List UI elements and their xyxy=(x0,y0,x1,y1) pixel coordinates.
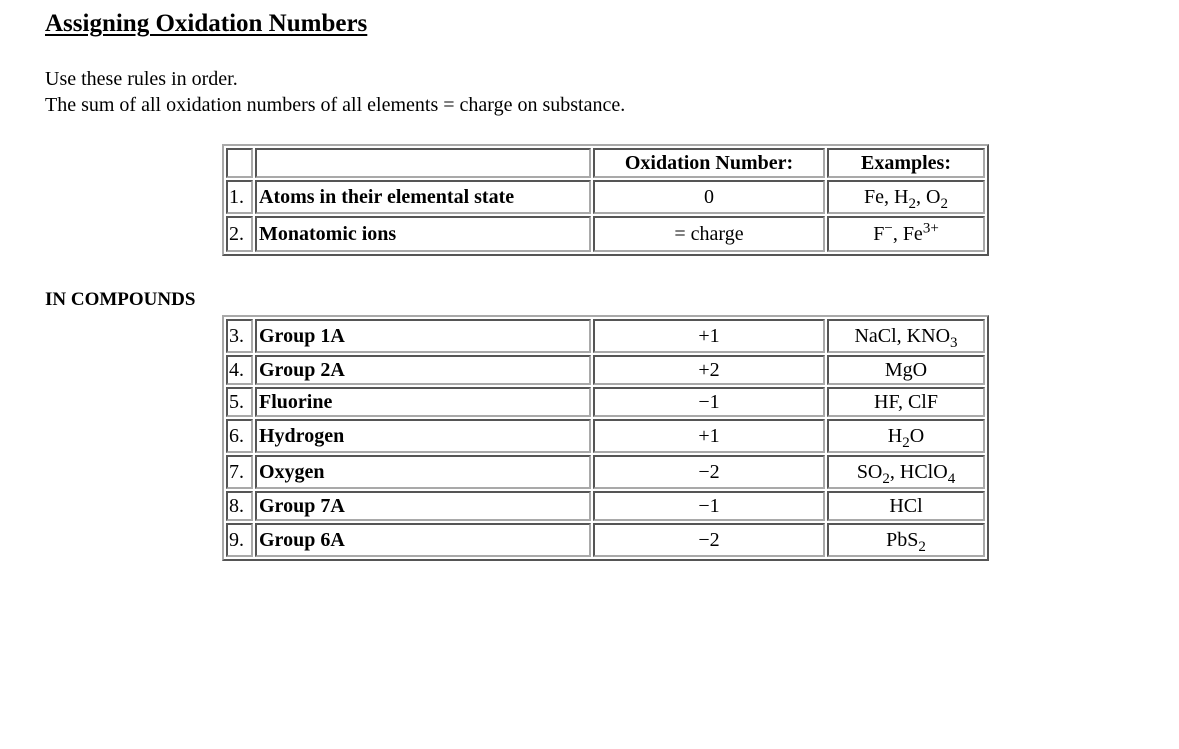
table-row xyxy=(226,419,985,453)
examples-cell: $SO_2$, HClO$_4$ xyxy=(827,455,985,489)
rule-number: 2. xyxy=(226,216,253,252)
header-examples: Examples: xyxy=(827,148,985,178)
intro-line-rules-order: Use these rules in order. xyxy=(45,68,238,90)
examples-cell: HF, ClF xyxy=(827,387,985,417)
table-row xyxy=(226,216,985,252)
header-rule-cell xyxy=(255,148,591,178)
header-oxidation-number: Oxidation Number: xyxy=(593,148,825,178)
page-title: Assigning Oxidation Numbers xyxy=(45,10,368,37)
table-header-row xyxy=(226,148,985,178)
formula-subscript: 2 xyxy=(908,195,916,212)
examples-cell: NaCl, $KNO_3$ xyxy=(827,319,985,353)
intro-text xyxy=(45,66,625,118)
examples-cell: $H_2O$ xyxy=(827,419,985,453)
rule-number: 7. xyxy=(226,455,253,489)
rule-name: Fluorine xyxy=(255,387,591,417)
rule-number: 5. xyxy=(226,387,253,417)
oxidation-value: −2 xyxy=(593,455,825,489)
rule-name: Oxygen xyxy=(255,455,591,489)
rule-name: Group 1A xyxy=(255,319,591,353)
rule-number: 8. xyxy=(226,491,253,521)
rule-number: 1. xyxy=(226,180,253,214)
examples-cell: HCl xyxy=(827,491,985,521)
rule-number: 6. xyxy=(226,419,253,453)
oxidation-value: −1 xyxy=(593,491,825,521)
formula-subscript: 2 xyxy=(918,538,926,555)
oxidation-value: = charge xyxy=(593,216,825,252)
formula-subscript: 2 xyxy=(882,470,890,487)
header-number-cell xyxy=(226,148,253,178)
table-row xyxy=(226,523,985,557)
general-rules-table xyxy=(222,144,989,256)
table-row xyxy=(226,180,985,214)
examples-cell: PbS$_2$ xyxy=(827,523,985,557)
compound-rules-table xyxy=(222,315,989,561)
rule-name: Group 7A xyxy=(255,491,591,521)
table-row xyxy=(226,387,985,417)
formula-subscript: 2 xyxy=(902,434,910,451)
intro-line-sum-rule: The sum of all oxidation numbers of all elements = charge on substance. xyxy=(45,94,626,116)
examples-cell: Fe, $H_2$, $O_2$ xyxy=(827,180,985,214)
formula-superscript: − xyxy=(884,219,893,236)
oxidation-value: +1 xyxy=(593,419,825,453)
table-row xyxy=(226,355,985,385)
examples-cell: F−, $Fe^{3+}$ xyxy=(827,216,985,252)
rule-number: 3. xyxy=(226,319,253,353)
oxidation-value: −2 xyxy=(593,523,825,557)
formula-superscript: 3+ xyxy=(922,219,939,236)
table-row xyxy=(226,319,985,353)
oxidation-value: +2 xyxy=(593,355,825,385)
formula-subscript: 4 xyxy=(947,470,956,487)
oxidation-value: +1 xyxy=(593,319,825,353)
table-row xyxy=(226,491,985,521)
formula-subscript: 3 xyxy=(950,334,958,351)
in-compounds-heading: IN COMPOUNDS xyxy=(45,289,196,310)
rule-number: 4. xyxy=(226,355,253,385)
rule-number: 9. xyxy=(226,523,253,557)
rule-name: Monatomic ions xyxy=(255,216,591,252)
rule-name: Atoms in their elemental state xyxy=(255,180,591,214)
rule-name: Group 6A xyxy=(255,523,591,557)
oxidation-value: −1 xyxy=(593,387,825,417)
rule-name: Group 2A xyxy=(255,355,591,385)
oxidation-value: 0 xyxy=(593,180,825,214)
rule-name: Hydrogen xyxy=(255,419,591,453)
table-row xyxy=(226,455,985,489)
examples-cell: MgO xyxy=(827,355,985,385)
formula-subscript: 2 xyxy=(940,195,948,212)
